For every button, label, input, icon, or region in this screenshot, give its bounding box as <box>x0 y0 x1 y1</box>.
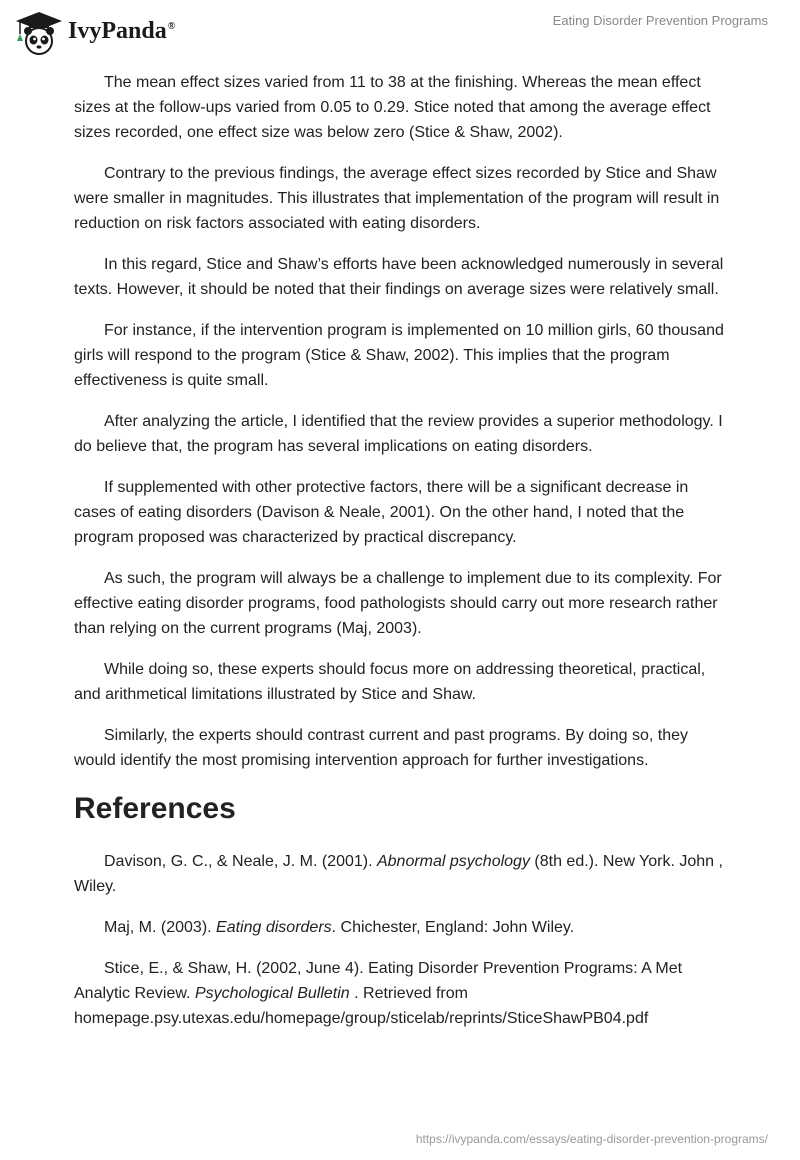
essay-content <box>74 70 724 1047</box>
body-paragraph: As such, the program will always be a challenge to implement due to its complexity. For effective eating disorder programs, food pathologists should carry out more research rather than relying on the current programs (Maj, 2003). <box>74 570 722 637</box>
reference-item: Stice, E., & Shaw, H. (2002, June 4). Eating Disorder Prevention Programs: A Met Analytic Review. Psychological Bulletin . Retrieved from homepage.psy.utexas.edu/homepage/group/sticelab/reprints/SticeShawPB04.pdf <box>74 960 683 1027</box>
body-paragraph: While doing so, these experts should focus more on addressing theoretical, practical, and arithmetical limitations illustrated by Stice and Shaw. <box>74 661 706 703</box>
brand-logo[interactable] <box>14 8 175 58</box>
body-paragraph: After analyzing the article, I identified that the review provides a superior methodology. I do believe that, the program has several implications on eating disorders. <box>74 413 723 455</box>
brand-name: IvyPanda® <box>68 17 176 44</box>
panda-graduate-icon <box>14 10 64 56</box>
document-title: Eating Disorder Prevention Programs <box>552 13 768 28</box>
page-header <box>0 0 800 60</box>
reference-item: Davison, G. C., & Neale, J. M. (2001). Abnormal psychology (8th ed.). New York. John , Wiley. <box>74 853 723 895</box>
body-paragraph: Similarly, the experts should contrast current and past programs. By doing so, they would identify the most promising intervention approach for further investigations. <box>74 727 688 769</box>
body-paragraph: If supplemented with other protective factors, there will be a significant decrease in cases of eating disorders (Davison & Neale, 2001). On the other hand, I noted that the program proposed was characterized by practical discrepancy. <box>74 479 689 546</box>
body-paragraph: Contrary to the previous findings, the average effect sizes recorded by Stice and Shaw were smaller in magnitudes. This illustrates that implementation of the program will result in reduction on risk factors associated with eating disorders. <box>74 165 720 232</box>
reference-item: Maj, M. (2003). Eating disorders. Chichester, England: John Wiley. <box>104 919 575 936</box>
body-paragraph: For instance, if the intervention program is implemented on 10 million girls, 60 thousand girls will respond to the program (Stice & Shaw, 2002). This implies that the program effectiveness is quite small. <box>74 322 724 389</box>
references-heading: References <box>74 792 236 825</box>
body-paragraph: In this regard, Stice and Shaw’s efforts have been acknowledged numerously in several texts. However, it should be noted that their findings on average sizes were relatively small. <box>74 256 724 298</box>
source-url[interactable]: https://ivypanda.com/essays/eating-disorder-prevention-programs/ <box>415 1132 768 1146</box>
body-paragraph: The mean effect sizes varied from 11 to 38 at the finishing. Whereas the mean effect sizes at the follow-ups varied from 0.05 to 0.29. Stice noted that among the average effect sizes recorded, one effect size was below zero (Stice & Shaw, 2002). <box>74 74 711 141</box>
